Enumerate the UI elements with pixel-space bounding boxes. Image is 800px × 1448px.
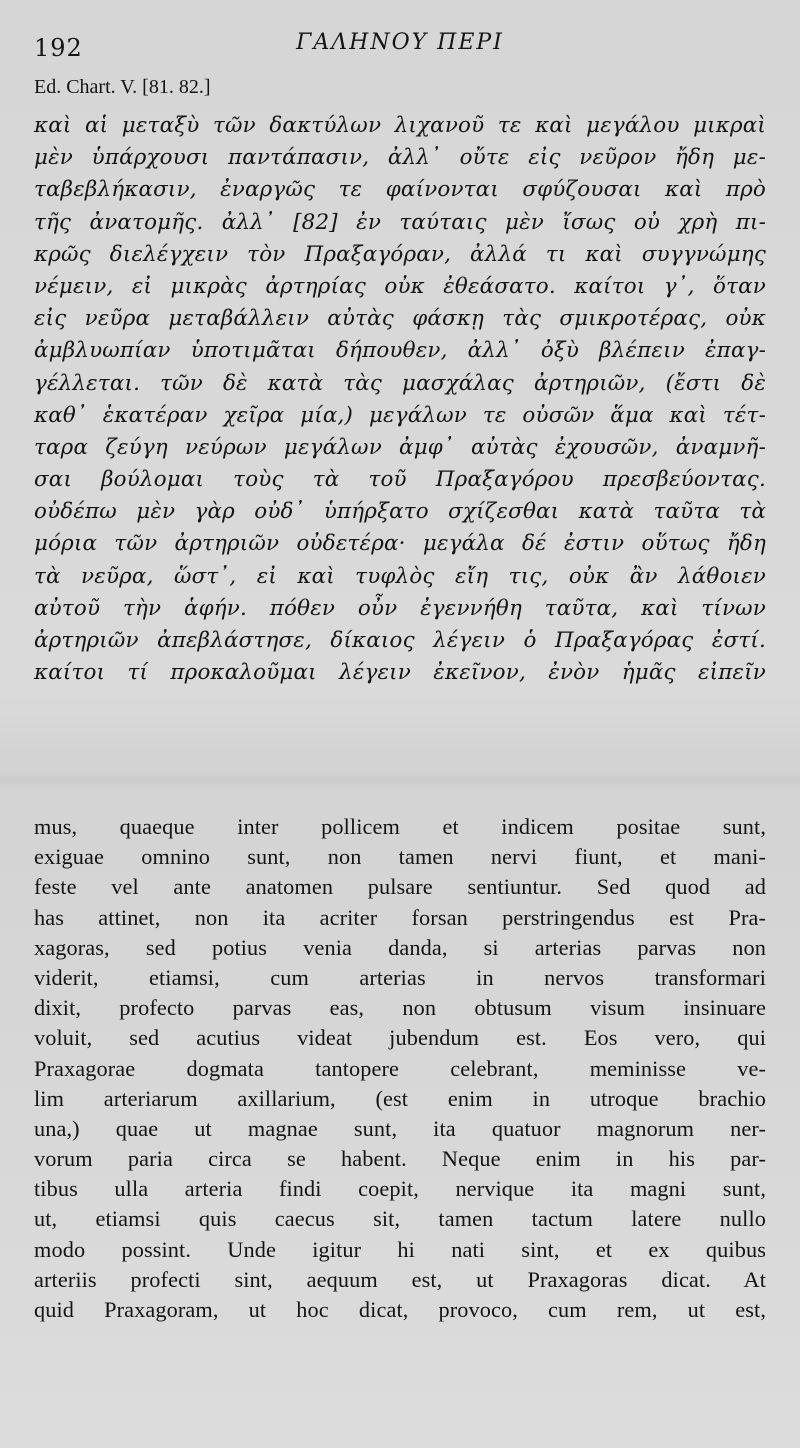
- latin-line: exiguae omnino sunt, non tamen nervi fiunt, et mani-: [34, 844, 766, 870]
- latin-line: lim arteriarum axillarium, (est enim in utroque brachio: [34, 1085, 766, 1111]
- greek-line: νέμειν, εἰ μικρὰς ἀρτηρίας οὐκ ἐθεάσατο. καίτοι γ᾽, ὅταν: [34, 273, 766, 299]
- edition-reference: Ed. Chart. V. [81. 82.]: [34, 76, 211, 98]
- latin-line: tibus ulla arteria findi coepit, nervique ita magni sunt,: [34, 1176, 766, 1202]
- greek-line: μὲν ὑπάρχουσι παντάπασιν, ἀλλ᾽ οὔτε εἰς νεῦρον ἤδη με-: [34, 145, 766, 171]
- page-header: [34, 0, 766, 98]
- page-fold-shadow: [0, 770, 800, 790]
- greek-line: ταρα ζεύγη νεύρων μεγάλων ἀμφ᾽ αὐτὰς ἐχουσῶν, ἀναμνῆ-: [34, 434, 766, 460]
- latin-line: una,) quae ut magnae sunt, ita quatuor magnorum ner-: [34, 1115, 766, 1141]
- greek-line: μόρια τῶν ἀρτηριῶν οὐδετέρα· μεγάλα δέ ἐστιν οὕτως ἤδη: [34, 531, 766, 557]
- latin-line: ut, etiamsi quis caecus sit, tamen tactum latere nullo: [34, 1206, 766, 1232]
- latin-line: arteriis profecti sint, aequum est, ut Praxagoras dicat. At: [34, 1266, 766, 1292]
- greek-line: ταβεβλήκασιν, ἐναργῶς τε φαίνονται σφύζουσαι καὶ πρὸ: [34, 177, 766, 203]
- greek-line: οὐδέπω μὲν γὰρ οὐδ᾽ ὑπήρξατο σχίζεσθαι κατὰ ταῦτα τὰ: [34, 499, 766, 525]
- latin-line: viderit, etiamsi, cum arterias in nervos transformari: [34, 964, 766, 990]
- greek-line: τὰ νεῦρα, ὥστ᾽, εἰ καὶ τυφλὸς εἴη τις, οὐκ ἂν λάθοιεν: [34, 563, 766, 589]
- latin-line: vorum paria circa se habent. Neque enim in his par-: [34, 1146, 766, 1172]
- latin-line: xagoras, sed potius venia danda, si arterias parvas non: [34, 934, 766, 960]
- greek-line: καίτοι τί προκαλοῦμαι λέγειν ἐκεῖνον, ἐνὸν ἡμᾶς εἰπεῖν: [34, 660, 766, 686]
- greek-text-block: [34, 110, 766, 689]
- greek-line: αὐτοῦ τὴν ἁφήν. πόθεν οὖν ἐγεννήθη ταῦτα, καὶ τίνων: [34, 595, 766, 621]
- latin-line: quid Praxagoram, ut hoc dicat, provoco, cum rem, ut est,: [34, 1297, 766, 1322]
- latin-text-block: [34, 812, 766, 1325]
- page-number: 192: [34, 34, 83, 62]
- greek-line: ἀρτηριῶν ἀπεβλάστησε, δίκαιος λέγειν ὁ Πραξαγόρας ἐστί.: [34, 628, 766, 653]
- latin-line: mus, quaeque inter pollicem et indicem positae sunt,: [34, 814, 766, 839]
- latin-line: voluit, sed acutius videat jubendum est. Eos vero, qui: [34, 1025, 766, 1051]
- greek-line: σαι βούλομαι τοὺς τὰ τοῦ Πραξαγόρου πρεσβεύοντας.: [34, 467, 766, 493]
- greek-line: κρῶς διελέγχειν τὸν Πραξαγόραν, ἀλλά τι καὶ συγγνώμης: [34, 241, 766, 267]
- latin-line: feste vel ante anatomen pulsare sentiuntur. Sed quod ad: [34, 874, 766, 900]
- greek-line: ἀμβλυωπίαν ὑποτιμᾶται δήπουθεν, ἀλλ᾽ ὀξὺ βλέπειν ἐπαγ-: [34, 338, 766, 364]
- greek-line: καθ᾽ ἑκατέραν χεῖρα μία,) μεγάλων τε οὐσῶν ἅμα καὶ τέτ-: [34, 402, 766, 428]
- latin-line: dixit, profecto parvas eas, non obtusum visum insinuare: [34, 995, 766, 1021]
- latin-line: Praxagorae dogmata tantopere celebrant, meminisse ve-: [34, 1055, 766, 1081]
- greek-line: καὶ αἱ μεταξὺ τῶν δακτύλων λιχανοῦ τε καὶ μεγάλου μικραὶ: [34, 113, 766, 138]
- running-head: ΓΑΛΗΝΟΥ ΠΕΡΙ: [296, 30, 504, 55]
- latin-line: modo possint. Unde igitur hi nati sint, et ex quibus: [34, 1236, 766, 1262]
- greek-line: εἰς νεῦρα μεταβάλλειν αὐτὰς φάσκῃ τὰς σμικροτέρας, οὐκ: [34, 306, 766, 332]
- greek-line: γέλλεται. τῶν δὲ κατὰ τὰς μασχάλας ἀρτηριῶν, (ἔστι δὲ: [34, 370, 766, 396]
- latin-line: has attinet, non ita acriter forsan perstringendus est Pra-: [34, 904, 766, 930]
- greek-line: τῆς ἀνατομῆς. ἀλλ᾽ [82] ἐν ταύταις μὲν ἴσως οὐ χρὴ πι-: [34, 209, 766, 235]
